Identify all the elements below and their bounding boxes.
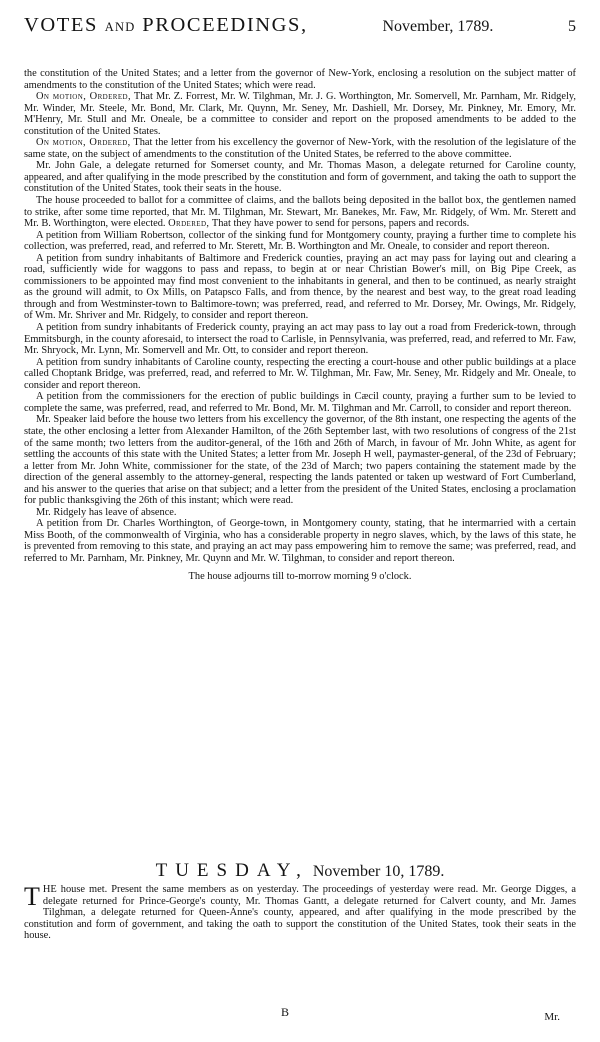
paragraph: A petition from the commissioners for the erection of public buildings in Cæcil county, praying a further sum to be levied to complete the same, was preferred, read, and referred to Mr. Bond, Mr. M. Tilghman and Mr. Carroll, to consider and report thereon. bbox=[24, 391, 576, 414]
adjournment-line: The house adjourns till to-morrow morning 9 o'clock. bbox=[188, 570, 412, 582]
proceedings-body bbox=[24, 68, 576, 584]
catchword: Mr. bbox=[544, 1011, 560, 1023]
paragraph: A petition from sundry inhabitants of Caroline county, respecting the erecting a court-house and other public buildings at a place called Choptank Bridge, was preferred, read, and referred to Mr. W. Tilghman, Mr. Faw, Mr. Seney, Mr. Ridgely and Mr. Oneale, to consider and report thereon. bbox=[24, 356, 576, 391]
drop-cap: T bbox=[24, 882, 40, 911]
paragraph: A petition from sundry inhabitants of Frederick county, praying an act may pass to lay out a road from Frederick-town, through Emmitsburgh, in the county aforesaid, to intersect the road to Carlisle, in Pennsylvania, was preferred, read, and referred to Mr. Faw, Mr. Shryock, Mr. Lynn, Mr. Somervell and Mr. Ott, to consider and report thereon. bbox=[24, 322, 576, 357]
paragraph: The house proceeded to ballot for a committee of claims, and the ballots being deposited in the ballot box, the gentlemen named to strike, after some time reported, that Mr. M. Tilghman, Mr. Stewart, Mr. Banekes, Mr. Faw, Mr. Ridgely, of Wm. Mr. Sterett and Mr. B. Worthington, were elected. Ordered, That they have power to send for persons, papers and records. bbox=[24, 195, 576, 230]
order-lead: Ordered, bbox=[168, 218, 210, 230]
paragraph: Mr. John Gale, a delegate returned for Somerset county, and Mr. Thomas Mason, a delegate returned for Caroline county, appeared, and after qualifying in the mode prescribed by the constitution and form of government, and taking the oath to support the constitution of the United States, took their seats in the house. bbox=[24, 160, 576, 195]
paragraph: A petition from Dr. Charles Worthington, of George-town, in Montgomery county, stating, that he intermarried with a certain Miss Booth, of the commonwealth of Virginia, who has a considerable property in negro slaves, which, by the laws of this state, he is prevented from removing to this state, and praying an act may pass empowering him to remove the same; was preferred, read, and referred to Mr. Parnham, Mr. Pinkney, Mr. Quynn and Mr. W. Tilghman, to consider and report thereon. bbox=[24, 518, 576, 564]
motion-lead: On motion, Ordered, bbox=[36, 137, 131, 149]
day-name: TUESDAY, bbox=[155, 860, 309, 881]
title-part1: VOTES bbox=[24, 14, 99, 36]
day-heading bbox=[24, 860, 576, 882]
paragraph: Mr. Ridgely has leave of absence. bbox=[36, 506, 177, 518]
paragraph: A petition from sundry inhabitants of Baltimore and Frederick counties, praying an act may pass for laying out and clearing a road, sufficiently wide for waggons to pass and repass, to begin at or near Christian Bower's mill, on Big Pipe Creek, as commissioners to be appointed may find most convenient to the inhabitants in general, and then to be continued, as nearly straight as the ground will admit, to Ox Mills, on Patapsco Falls, and from thence, by the nearest and best way, to the great road leading through and from Westminster-town to Baltimore-town; was preferred, read, and referred to Mr. Dorsey, Mr. Owings, Mr. Ridgely, of Wm. Mr. Shriver and Mr. Ridgely, to consider and report thereon. bbox=[24, 252, 576, 322]
signature-mark: B bbox=[281, 1005, 290, 1019]
day-date: November 10, 1789. bbox=[312, 863, 445, 880]
running-date: November, 1789. bbox=[382, 18, 494, 35]
paragraph: On motion, Ordered, That the letter from his excellency the governor of New-York, with the resolution of the legislature of the same state, on the subject of amendments to the constitution of the United States, be referred to the above committee. bbox=[24, 137, 576, 160]
paragraph: On motion, Ordered, That Mr. Z. Forrest, Mr. W. Tilghman, Mr. J. G. Worthington, Mr. Somervell, Mr. Parnham, Mr. Ridgely, Mr. Winder, Mr. Steele, Mr. Bond, Mr. Clark, Mr. Quynn, Mr. Seney, Mr. Dashiell, Mr. Dorsey, Mr. Pinkney, Mr. Emory, Mr. M'Henry, Mr. Stull and Mr. Oneale, be a committee to consider and report on the proposed amendments to be added to the constitution of the United States. bbox=[24, 91, 576, 137]
title-part2: PROCEEDINGS, bbox=[142, 14, 308, 36]
title-and: AND bbox=[104, 20, 136, 34]
paragraph: A petition from William Robertson, collector of the sinking fund for Montgomery county, praying a further time to complete his collection, was preferred, read, and referred to Mr. Sterett, Mr. B. Worthington and Mr. Oneale, to consider and report thereon. bbox=[24, 229, 576, 253]
page-number: 5 bbox=[568, 18, 576, 35]
running-header bbox=[24, 14, 576, 44]
running-title bbox=[24, 14, 308, 37]
paragraph: Mr. Speaker laid before the house two letters from his excellency the governor, of the 8th instant, one respecting the agents of the state, the other enclosing a letter from Alexander Hamilton, of the 26th September last, with two resolutions of congress of the 21st of the same month; two letters from the auditor-general, of the 16th and 26th of March, in favour of Mr. John White, as agent for settling the accounts of this state with the United States; a letter from Mr. Joseph H well, paymaster-general, of the 23d of February; a letter from Mr. John White, commissioner for the state, of the 23d of March; two papers containing the statement made by the direction of the general assembly to the attorney-general, respecting the lands patented or taken up westward of Fort Cumberland, and his answer to the queries that arise on that subject; and a letter from the president of the United States, enclosing a proclamation for public thanksgiving the 26th of this instant; which were read. bbox=[24, 414, 576, 507]
motion-lead: On motion, Ordered, bbox=[36, 91, 131, 103]
paragraph: the constitution of the United States; and a letter from the governor of New-York, enclosing a resolution on the subject matter of amendments to the constitution of the United States; which were read. bbox=[24, 68, 576, 91]
tuesday-body bbox=[24, 884, 576, 942]
tuesday-text: HE house met. Present the same members as on yesterday. The proceedings of yesterday were read. Mr. George Digges, a delegate returned for Prince-George's county, Mr. Thomas Gantt, a delegate returned for Calvert county, and Mr. James Tilghman, a delegate returned for Queen-Anne's county, appeared, and after qualifying in the mode prescribed by the constitution and form of government, and taking the oath to support the constitution of the United States, took their seats in the house. bbox=[24, 884, 576, 942]
